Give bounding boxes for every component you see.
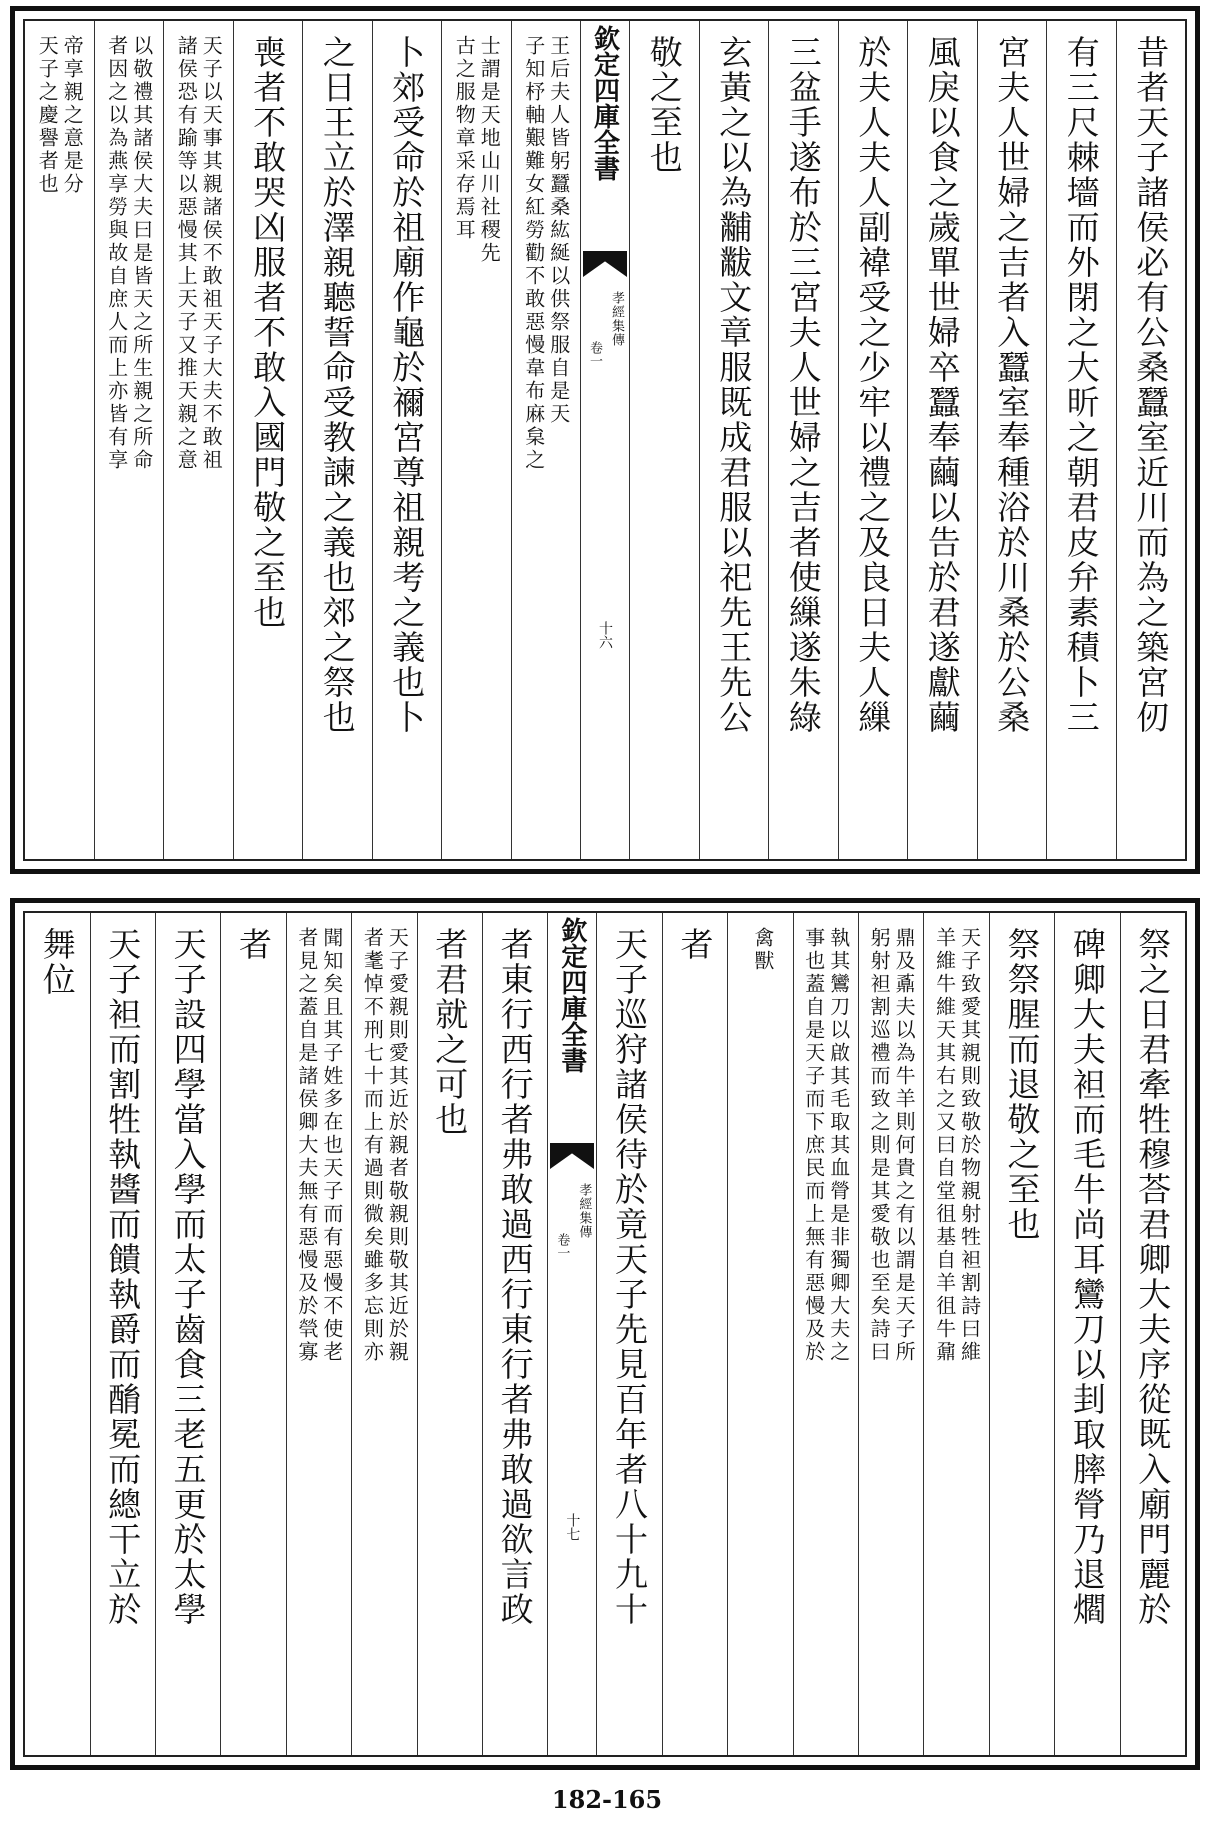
text-column <box>1046 21 1116 859</box>
text-column <box>629 21 699 859</box>
commentary-pair <box>442 35 511 859</box>
commentary-pair <box>794 927 858 1755</box>
book-name: 孝經集傳 <box>609 291 624 347</box>
top-page-frame <box>23 19 1187 861</box>
commentary-line: 者因之以為燕享勞與故自庶人而上亦皆有享 <box>104 35 129 472</box>
column-text: 於夫人夫人副褘受之少牢以禮之及良日夫人繅 <box>853 35 893 735</box>
top-page <box>10 6 1200 874</box>
text-column <box>989 913 1054 1755</box>
center-fold-column <box>547 913 596 1755</box>
commentary-line: 躬射袒割巡禮而致之則是其愛敬也至矣詩曰 <box>867 927 892 1364</box>
commentary-pair <box>728 927 792 1755</box>
text-column <box>1120 913 1185 1755</box>
column-text: 者 <box>234 927 274 962</box>
commentary-column <box>286 913 351 1755</box>
column-text: 三盆手遂布於三宮夫人世婦之吉者使繅遂朱綠 <box>783 35 823 735</box>
center-fold-column <box>580 21 629 859</box>
text-column <box>482 913 547 1755</box>
text-column <box>1054 913 1119 1755</box>
commentary-column <box>94 21 164 859</box>
column-text: 喪者不敢哭凶服者不敢入國門敬之至也 <box>248 35 288 630</box>
folio-number: 十六 <box>597 621 613 649</box>
commentary-pair <box>25 35 94 859</box>
text-column <box>838 21 908 859</box>
bottom-page-frame <box>23 911 1187 1757</box>
commentary-line: 聞知矣且其子姓多在也天子而有惡慢不使老 <box>319 927 344 1364</box>
commentary-line: 天子以天事其親諸侯不敢祖天子大夫不敢祖 <box>199 35 224 472</box>
volume-label: 卷一 <box>554 1233 570 1259</box>
column-text: 有三尺棘墻而外閉之大昕之朝君皮弁素積卜三 <box>1061 35 1101 735</box>
commentary-line: 王后夫人皆躬蠶桑紘綖以供祭服自是天 <box>546 35 571 426</box>
center-title: 欽定四庫全書 <box>556 917 587 1073</box>
commentary-column <box>923 913 988 1755</box>
center-title: 欽定四庫全書 <box>589 25 620 181</box>
folio-number: 十七 <box>564 1513 581 1541</box>
commentary-line: 諸侯恐有踰等以惡慢其上天子又推天親之意 <box>174 35 199 472</box>
commentary-pair <box>95 35 164 859</box>
commentary-column <box>163 21 233 859</box>
commentary-column <box>793 913 858 1755</box>
column-text: 天子設四學當入學而太子齒食三老五更於太學 <box>168 927 208 1627</box>
commentary-column <box>25 21 94 859</box>
page-footer-number: 182-165 <box>551 1785 663 1814</box>
commentary-column <box>858 913 923 1755</box>
column-text: 者 <box>675 927 715 962</box>
commentary-pair <box>859 927 923 1755</box>
commentary-pair <box>164 35 233 859</box>
commentary-pair <box>924 927 988 1755</box>
column-text: 天子袒而割牲執醬而饋執爵而酳冕而總干立於 <box>103 927 143 1627</box>
column-text: 宮夫人世婦之吉者入蠶室奉種浴於川桑於公桑 <box>992 35 1032 735</box>
top-columns <box>25 21 1185 859</box>
column-text: 天子巡狩諸侯待於竟天子先見百年者八十九十 <box>610 927 650 1627</box>
text-column <box>768 21 838 859</box>
fish-tail-mark-icon <box>583 251 627 277</box>
volume-label: 卷一 <box>587 341 602 367</box>
text-column <box>155 913 220 1755</box>
column-text: 祭祭腥而退敬之至也 <box>1002 927 1042 1242</box>
bottom-columns <box>25 913 1185 1755</box>
commentary-line: 者耄悼不刑七十而上有過則微矣雖多忘則亦 <box>360 927 385 1364</box>
commentary-pair <box>287 927 351 1755</box>
text-column <box>417 913 482 1755</box>
bottom-page <box>10 898 1200 1770</box>
book-name: 孝經集傳 <box>576 1183 592 1239</box>
column-text: 者君就之可也 <box>430 927 470 1137</box>
column-text: 者東行西行者弗敢過西行東行者弗敢過欲言政 <box>495 927 535 1627</box>
commentary-line: 天子愛親則愛其近於親者敬親則敬其近於親 <box>385 927 410 1364</box>
column-text: 玄黃之以為黼黻文章服既成君服以祀先王先公 <box>714 35 754 735</box>
column-text: 之日王立於澤親聽誓命受教諫之義也郊之祭也 <box>317 35 357 735</box>
commentary-line: 士謂是天地山川社稷先 <box>477 35 502 265</box>
column-text: 風戾以食之歲單世婦卒蠶奉繭以告於君遂獻繭 <box>922 35 962 735</box>
column-text: 昔者天子諸侯必有公桑蠶室近川而為之築宮仞 <box>1131 35 1171 735</box>
commentary-line: 鼎及鼒夫以為牛羊則何貴之有以謂是天子所 <box>892 927 917 1364</box>
commentary-line: 羊維牛維天其右之又曰自堂徂基自羊徂牛鼐 <box>932 927 957 1364</box>
commentary-line: 者見之蓋自是諸侯卿大夫無有惡慢及於煢寡 <box>294 927 319 1364</box>
commentary-line: 以敬禮其諸侯大夫曰是皆天之所生親之所命 <box>129 35 154 472</box>
column-text: 舞位 <box>37 927 77 997</box>
column-text: 卜郊受命於祖廟作龜於禰宮尊祖親考之義也卜 <box>387 35 427 735</box>
commentary-line: 古之服物章采存焉耳 <box>452 35 477 242</box>
commentary-column <box>727 913 792 1755</box>
commentary-pair <box>512 35 581 859</box>
commentary-line: 子知杼軸艱難女紅勞勸不敢惡慢韋布麻枲之 <box>521 35 546 472</box>
column-text: 敬之至也 <box>644 35 684 175</box>
column-text: 碑卿大夫袒而毛牛尚耳鸞刀以刲取膟膋乃退爓 <box>1067 927 1107 1627</box>
commentary-line: 執其鸞刀以啟其毛取其血膋是非獨卿大夫之 <box>826 927 851 1364</box>
text-column <box>372 21 442 859</box>
text-column <box>907 21 977 859</box>
text-column <box>302 21 372 859</box>
column-text: 祭之日君牽牲穆荅君卿大夫序從既入廟門麗於 <box>1133 927 1173 1627</box>
commentary-line: 帝享親之意是分 <box>60 35 85 196</box>
commentary-line: 禽獸 <box>750 927 775 973</box>
text-column <box>90 913 155 1755</box>
commentary-line: 天子之慶譽者也 <box>35 35 60 196</box>
commentary-column <box>441 21 511 859</box>
text-column <box>977 21 1047 859</box>
commentary-line: 天子致愛其親則致敬於物親射牲袒割詩曰維 <box>957 927 982 1364</box>
commentary-line: 事也蓋自是天子而下庶民而上無有惡慢及於 <box>801 927 826 1364</box>
text-column <box>220 913 285 1755</box>
text-column <box>25 913 89 1755</box>
fish-tail-mark-icon <box>550 1143 594 1169</box>
text-column <box>596 913 661 1755</box>
commentary-pair <box>352 927 416 1755</box>
text-column <box>1116 21 1186 859</box>
text-column <box>233 21 303 859</box>
commentary-column <box>351 913 416 1755</box>
commentary-column <box>511 21 581 859</box>
text-column <box>699 21 769 859</box>
text-column <box>662 913 727 1755</box>
